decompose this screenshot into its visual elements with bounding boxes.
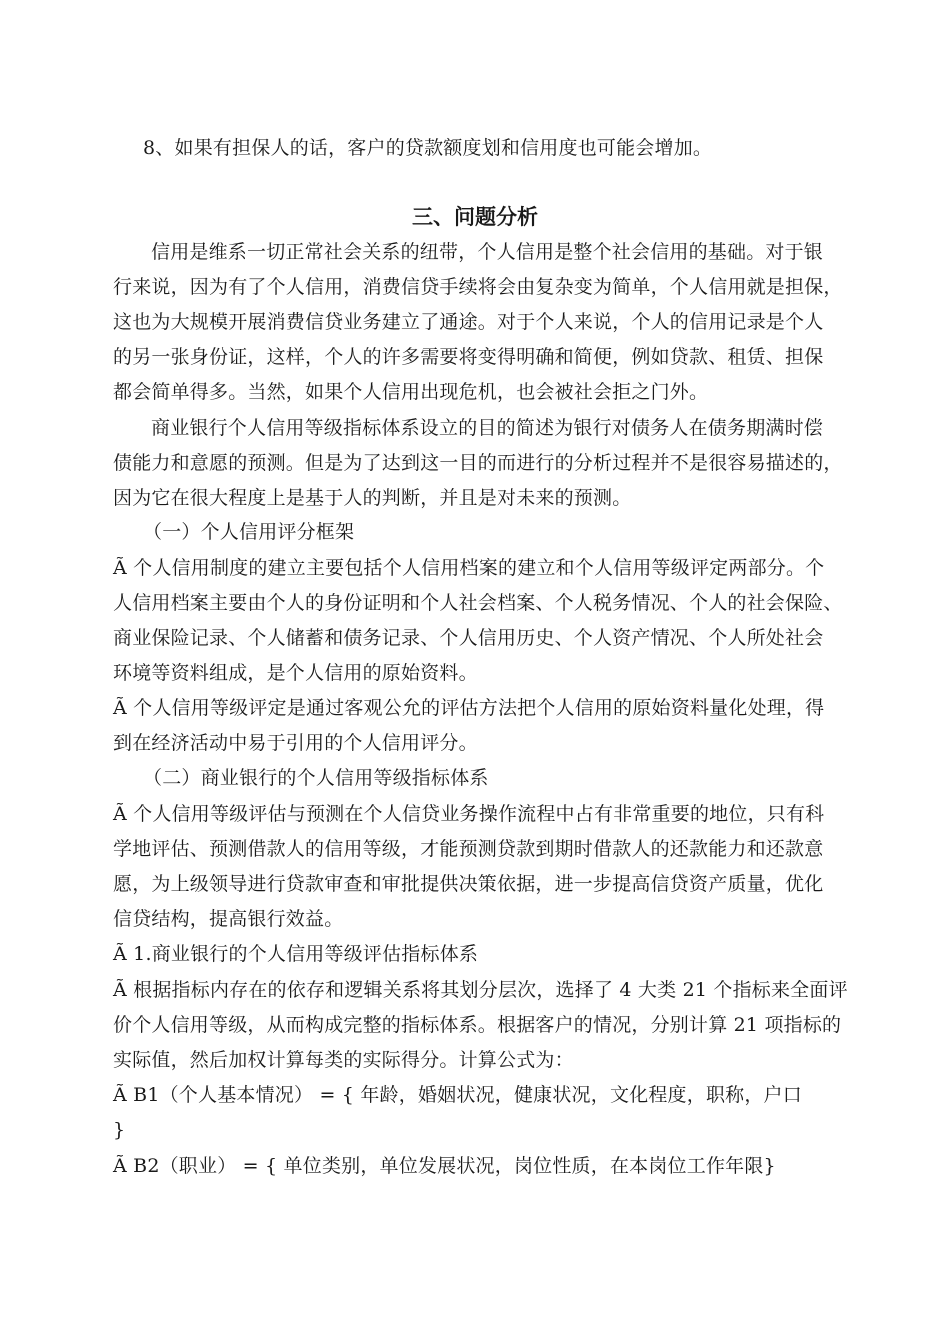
bullet-line: Ã 根据指标内存在的依存和逻辑关系将其划分层次，选择了 4 大类 21 个指标来全面评 xyxy=(113,979,848,1001)
subheading-framework: （一）个人信用评分框架 xyxy=(143,521,355,543)
paragraph-line: 因为它在很大程度上是基于人的判断，并且是对未来的预测。 xyxy=(113,487,632,509)
bullet-line: 人信用档案主要由个人的身份证明和个人社会档案、个人税务情况、个人的社会保险、 xyxy=(113,592,843,614)
bullet-line: Ã 个人信用等级评定是通过客观公允的评估方法把个人信用的原始资料量化处理，得 xyxy=(113,697,825,719)
paragraph-line: 这也为大规模开展消费信贷业务建立了通途。对于个人来说，个人的信用记录是个人 xyxy=(113,311,824,333)
bullet-line: 愿，为上级领导进行贷款审查和审批提供决策依据，进一步提高信贷资产质量，优化 xyxy=(113,873,824,895)
bullet-line: 信贷结构，提高银行效益。 xyxy=(113,908,344,930)
paragraph-line: 的另一张身份证，这样，个人的许多需要将变得明确和简便，例如贷款、租赁、担保 xyxy=(113,346,824,368)
paragraph-line: 行来说，因为有了个人信用，消费信贷手续将会由复杂变为简单，个人信用就是担保， xyxy=(113,276,843,298)
section-title: 三、问题分析 xyxy=(412,204,538,229)
bullet-line: 商业保险记录、个人储蓄和债务记录、个人信用历史、个人资产情况、个人所处社会 xyxy=(113,627,824,649)
paragraph-line: 信用是维系一切正常社会关系的纽带，个人信用是整个社会信用的基础。对于银 xyxy=(151,241,824,263)
bullet-line: 环境等资料组成，是个人信用的原始资料。 xyxy=(113,662,478,684)
bullet-formula-b2: Ã B2（职业） = { 单位类别，单位发展状况，岗位性质，在本岗位工作年限} xyxy=(113,1155,776,1177)
formula-line: Ã B1（个人基本情况） = { 年龄，婚姻状况，健康状况，文化程度，职称，户口 xyxy=(113,1084,802,1106)
formula-line: } xyxy=(113,1119,126,1141)
bullet-line: Ã 个人信用等级评估与预测在个人信贷业务操作流程中占有非常重要的地位，只有科 xyxy=(113,803,825,825)
bullet-line: Ã 个人信用制度的建立主要包括个人信用档案的建立和个人信用等级评定两部分。个 xyxy=(113,557,825,579)
bullet-line: 价个人信用等级，从而构成完整的指标体系。根据客户的情况，分别计算 21 项指标的 xyxy=(113,1014,842,1036)
paragraph-line: 债能力和意愿的预测。但是为了达到这一目的而进行的分析过程并不是很容易描述的， xyxy=(113,452,843,474)
bullet-line: 实际值，然后加权计算每类的实际得分。计算公式为： xyxy=(113,1049,574,1071)
list-item-8: 8、如果有担保人的话，客户的贷款额度划和信用度也可能会增加。 xyxy=(143,137,713,159)
bullet-line: 到在经济活动中易于引用的个人信用评分。 xyxy=(113,732,478,754)
paragraph-line: 都会简单得多。当然，如果个人信用出现危机，也会被社会拒之门外。 xyxy=(113,381,709,403)
paragraph-line: 商业银行个人信用等级指标体系设立的目的简述为银行对债务人在债务期满时偿 xyxy=(151,417,824,439)
bullet-index-system-title: Ã 1.商业银行的个人信用等级评估指标体系 xyxy=(113,943,479,965)
subheading-index-system: （二）商业银行的个人信用等级指标体系 xyxy=(143,767,489,789)
bullet-line: 学地评估、预测借款人的信用等级，才能预测贷款到期时借款人的还款能力和还款意 xyxy=(113,838,824,860)
